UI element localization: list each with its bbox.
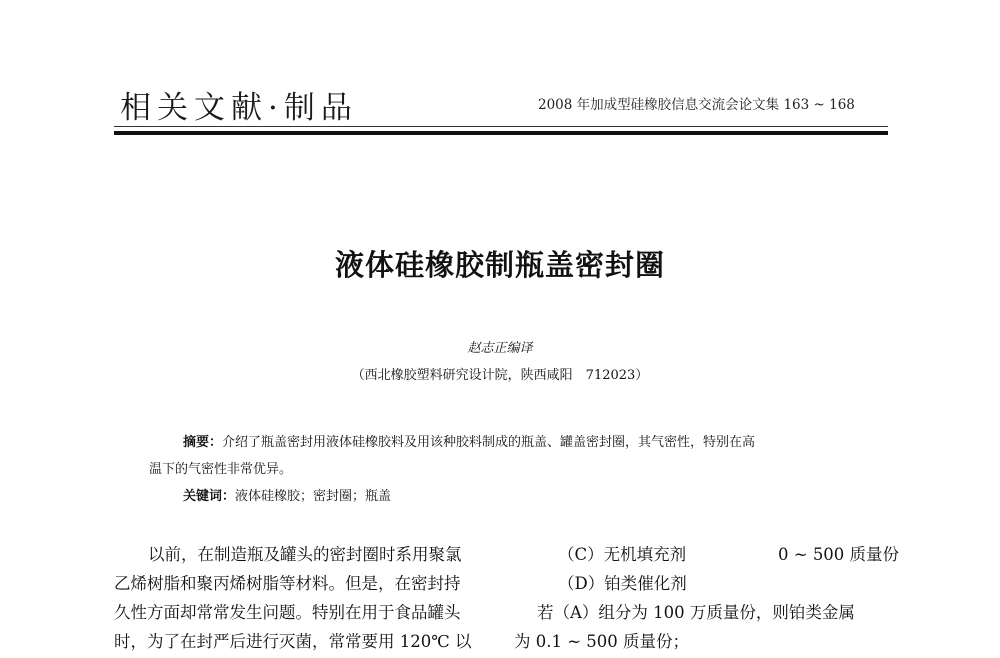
header-rule-thin — [114, 126, 888, 127]
item-c-value: 0 ~ 500 质量份 — [778, 545, 900, 564]
article-title: 液体硅橡胶制瓶盖密封圈 — [334, 248, 665, 282]
affiliation: （西北橡胶塑料研究设计院，陕西咸阳 712023） — [351, 368, 649, 383]
keywords-text: 液体硅橡胶；密封圈；瓶盖 — [235, 489, 392, 504]
left-column-line: 以前，在制造瓶及罐头的密封圈时系用聚氯 — [148, 545, 462, 564]
abstract — [183, 431, 755, 450]
abstract-text-line2: 温下的气密性非常优异。 — [149, 462, 293, 477]
right-column-line: 若（A）组分为 100 万质量份，则铂类金属 — [537, 603, 855, 622]
abstract-text-line1: 介绍了瓶盖密封用液体硅橡胶料及用该种胶料制成的瓶盖、罐盖密封圈，其气密性，特别在高 — [222, 435, 756, 450]
keywords — [183, 485, 391, 504]
source-citation: 2008 年加成型硅橡胶信息交流会论文集 163 ~ 168 — [538, 97, 855, 113]
abstract-label: 摘要： — [183, 435, 223, 450]
keywords-label: 关键词： — [183, 489, 236, 504]
author: 赵志正编译 — [467, 341, 533, 356]
header-rule-thick — [114, 131, 888, 135]
item-d-label: （D）铂类催化剂 — [558, 574, 687, 593]
section-label: 相关文献·制品 — [120, 90, 358, 126]
right-column-line: 为 0.1 ~ 500 质量份； — [514, 632, 690, 651]
left-column-line: 乙烯树脂和聚丙烯树脂等材料。但是，在密封持 — [114, 574, 461, 593]
item-c-label: （C）无机填充剂 — [558, 545, 687, 564]
left-column-line: 时，为了在封严后进行灭菌，常常要用 120℃ 以 — [114, 632, 472, 651]
left-column-line: 久性方面却常常发生问题。特别在用于食品罐头 — [114, 603, 461, 622]
